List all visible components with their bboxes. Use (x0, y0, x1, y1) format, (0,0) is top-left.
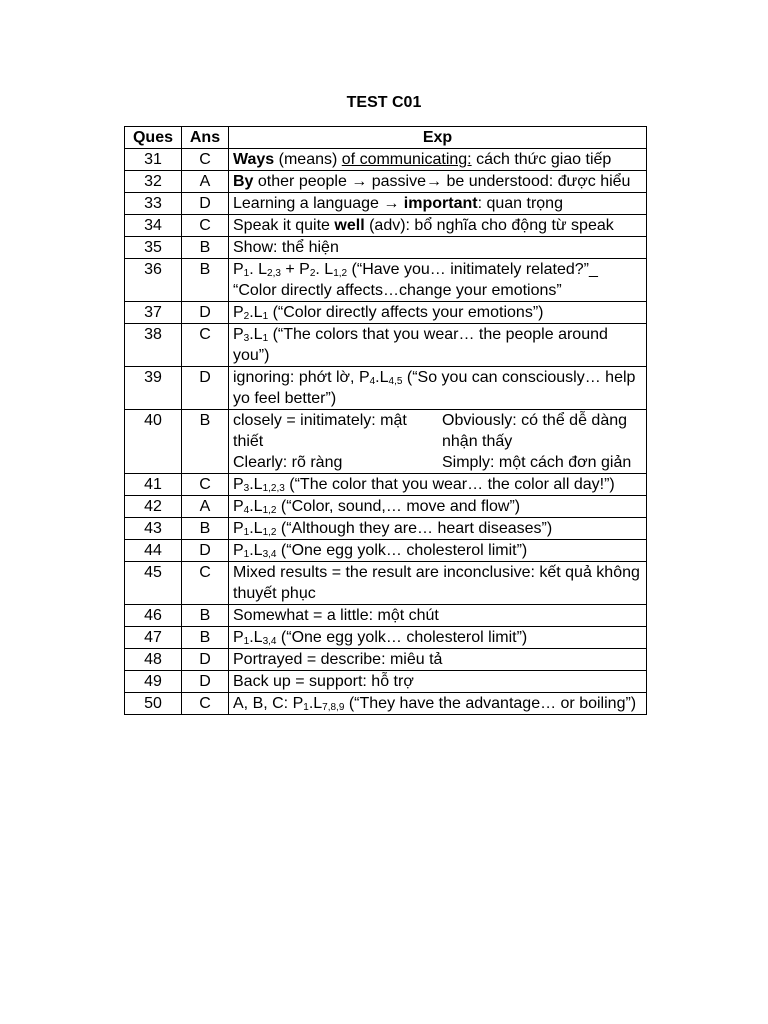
answer-letter: C (182, 693, 229, 715)
answer-letter: B (182, 627, 229, 649)
table-row (125, 693, 647, 715)
text-run: Learning a language → (233, 195, 404, 212)
answer-letter: D (182, 193, 229, 215)
text-run: P (233, 520, 244, 537)
answer-letter: B (182, 410, 229, 474)
text-run: .L (249, 326, 263, 343)
vocab-entry: Obviously: có thể dễ dàng nhận thấy (442, 412, 628, 450)
subscript: 4,5 (388, 376, 403, 387)
text-run: .L (249, 476, 263, 493)
text-run: P (233, 326, 244, 343)
header-exp: Exp (229, 127, 647, 149)
text-run: (“So you can consciously… help yo feel better”) (233, 369, 636, 407)
table-row (125, 605, 647, 627)
text-run: .L (375, 369, 389, 386)
text-run: (adv): bổ nghĩa cho động từ speak (364, 217, 614, 234)
answer-letter: C (182, 562, 229, 605)
table-row (125, 496, 647, 518)
answer-letter: D (182, 367, 229, 410)
table-row (125, 171, 647, 193)
text-run: P (233, 261, 244, 278)
table-row (125, 259, 647, 302)
explanation (229, 496, 647, 518)
subscript: 2 (309, 268, 316, 279)
answer-letter: C (182, 215, 229, 237)
question-number: 35 (125, 237, 182, 259)
table-row (125, 324, 647, 367)
answer-letter: B (182, 259, 229, 302)
text-run: Portrayed = describe: miêu tả (233, 651, 443, 668)
question-number: 34 (125, 215, 182, 237)
question-number: 36 (125, 259, 182, 302)
subscript: 2 (243, 311, 250, 322)
subscript: 1,2 (262, 505, 277, 516)
text-run: : quan trọng (477, 195, 563, 212)
subscript: 1,2 (262, 527, 277, 538)
text-run: (“They have the advantage… or boiling”) (344, 695, 637, 712)
subscript: 1 (303, 702, 309, 713)
answer-letter: A (182, 496, 229, 518)
table-row (125, 149, 647, 171)
text-run: .L (249, 542, 263, 559)
question-number: 33 (125, 193, 182, 215)
answer-letter: B (182, 518, 229, 540)
bold-term: By (233, 173, 254, 190)
question-number: 45 (125, 562, 182, 605)
subscript: 1,2 (333, 268, 348, 279)
text-run: . L (315, 261, 334, 278)
table-row (125, 302, 647, 324)
text-run: P (233, 304, 244, 321)
explanation (229, 215, 647, 237)
question-number: 47 (125, 627, 182, 649)
table-row (125, 237, 647, 259)
explanation (229, 259, 647, 302)
answer-letter: C (182, 324, 229, 367)
explanation (229, 193, 647, 215)
text-run: other people → passive→ be understood: được hiểu (253, 173, 631, 190)
underlined-term: of communicating: (341, 151, 472, 168)
text-run: (“The colors that you wear… the people around you”) (233, 326, 608, 364)
subscript: 3 (243, 333, 250, 344)
explanation (229, 367, 647, 410)
table-row (125, 474, 647, 496)
question-number: 37 (125, 302, 182, 324)
text-run: ignoring: phớt lờ, P (233, 369, 370, 386)
text-run: P (233, 542, 244, 559)
table-row (125, 367, 647, 410)
answer-table (124, 126, 647, 715)
text-run: A, B, C: P (233, 695, 304, 712)
text-run: (“One egg yolk… cholesterol limit”) (276, 542, 528, 559)
text-run: Back up = support: hỗ trợ (233, 673, 414, 690)
explanation (229, 693, 647, 715)
subscript: 4 (369, 376, 376, 387)
answer-letter: D (182, 302, 229, 324)
explanation (229, 324, 647, 367)
text-run: Mixed results = the result are inconclusive: kết quả không thuyết phục (233, 564, 640, 602)
text-run: P (233, 476, 244, 493)
question-number: 38 (125, 324, 182, 367)
question-number: 32 (125, 171, 182, 193)
explanation (229, 149, 647, 171)
subscript: 1 (243, 527, 250, 538)
explanation (229, 302, 647, 324)
text-run: (“Color, sound,… move and flow”) (276, 498, 521, 515)
text-run: (“Have you… initimately related?”_ “Color directly affects…change your emotions” (233, 261, 598, 299)
vocab-entry: closely = initimately: mật thiết (233, 412, 407, 450)
explanation (229, 562, 647, 605)
question-number: 40 (125, 410, 182, 474)
table-header-row (125, 127, 647, 149)
table-row (125, 193, 647, 215)
explanation (229, 540, 647, 562)
bold-term: well (334, 217, 365, 234)
question-number: 42 (125, 496, 182, 518)
subscript: 1 (243, 549, 250, 560)
question-number: 44 (125, 540, 182, 562)
text-run: + P (280, 261, 310, 278)
text-run: Somewhat = a little: một chút (233, 607, 439, 624)
question-number: 31 (125, 149, 182, 171)
table-row (125, 540, 647, 562)
table-row (125, 671, 647, 693)
question-number: 49 (125, 671, 182, 693)
header-ques: Ques (125, 127, 182, 149)
page-title: TEST C01 (346, 94, 422, 111)
table-row (125, 649, 647, 671)
explanation (229, 627, 647, 649)
text-run: (“Although they are… heart diseases”) (276, 520, 553, 537)
subscript: 4 (243, 505, 250, 516)
explanation (229, 649, 647, 671)
subscript: 1 (243, 268, 250, 279)
text-run: (means) (274, 151, 342, 168)
table-row (125, 627, 647, 649)
explanation (229, 474, 647, 496)
text-run: (“The color that you wear… the color all day!”) (284, 476, 615, 493)
answer-letter: C (182, 149, 229, 171)
table-row (125, 410, 647, 474)
text-run: .L (249, 304, 263, 321)
text-run: .L (249, 498, 263, 515)
header-ans: Ans (182, 127, 229, 149)
bold-term: Ways (233, 151, 275, 168)
answer-letter: D (182, 671, 229, 693)
answer-letter: A (182, 171, 229, 193)
subscript: 1 (262, 333, 269, 344)
subscript: 3,4 (262, 636, 277, 647)
explanation (229, 171, 647, 193)
text-run: .L (308, 695, 323, 712)
vocab-entry: Simply: một cách đơn giản (442, 454, 632, 471)
subscript: 2,3 (267, 268, 281, 279)
table-row (125, 518, 647, 540)
subscript: 1 (262, 311, 269, 322)
answer-letter: B (182, 237, 229, 259)
question-number: 41 (125, 474, 182, 496)
answer-letter: C (182, 474, 229, 496)
subscript: 1 (243, 636, 250, 647)
bold-term: important (403, 195, 478, 212)
text-run: P (233, 629, 244, 646)
text-run: (“Color directly affects your emotions”) (268, 304, 544, 321)
subscript: 3 (243, 483, 250, 494)
question-number: 43 (125, 518, 182, 540)
explanation (229, 671, 647, 693)
explanation (229, 410, 647, 474)
text-run: . L (249, 261, 268, 278)
question-number: 46 (125, 605, 182, 627)
text-run: Show: thể hiện (233, 239, 339, 256)
text-run: P (233, 498, 244, 515)
subscript: 1,2,3 (262, 483, 285, 494)
explanation-column-right (442, 410, 642, 473)
question-number: 39 (125, 367, 182, 410)
explanation (229, 605, 647, 627)
vocab-entry: Clearly: rõ ràng (233, 454, 343, 471)
table-row (125, 215, 647, 237)
answer-letter: D (182, 540, 229, 562)
explanation-column-left (233, 410, 442, 473)
text-run: .L (249, 629, 263, 646)
subscript: 7,8,9 (322, 702, 345, 713)
text-run: .L (249, 520, 263, 537)
text-run: (“One egg yolk… cholesterol limit”) (276, 629, 528, 646)
question-number: 50 (125, 693, 182, 715)
question-number: 48 (125, 649, 182, 671)
subscript: 3,4 (262, 549, 277, 560)
answer-letter: D (182, 649, 229, 671)
answer-letter: B (182, 605, 229, 627)
table-row (125, 562, 647, 605)
explanation (229, 237, 647, 259)
text-run: Speak it quite (233, 217, 335, 234)
text-run: cách thức giao tiếp (471, 151, 612, 168)
explanation (229, 518, 647, 540)
